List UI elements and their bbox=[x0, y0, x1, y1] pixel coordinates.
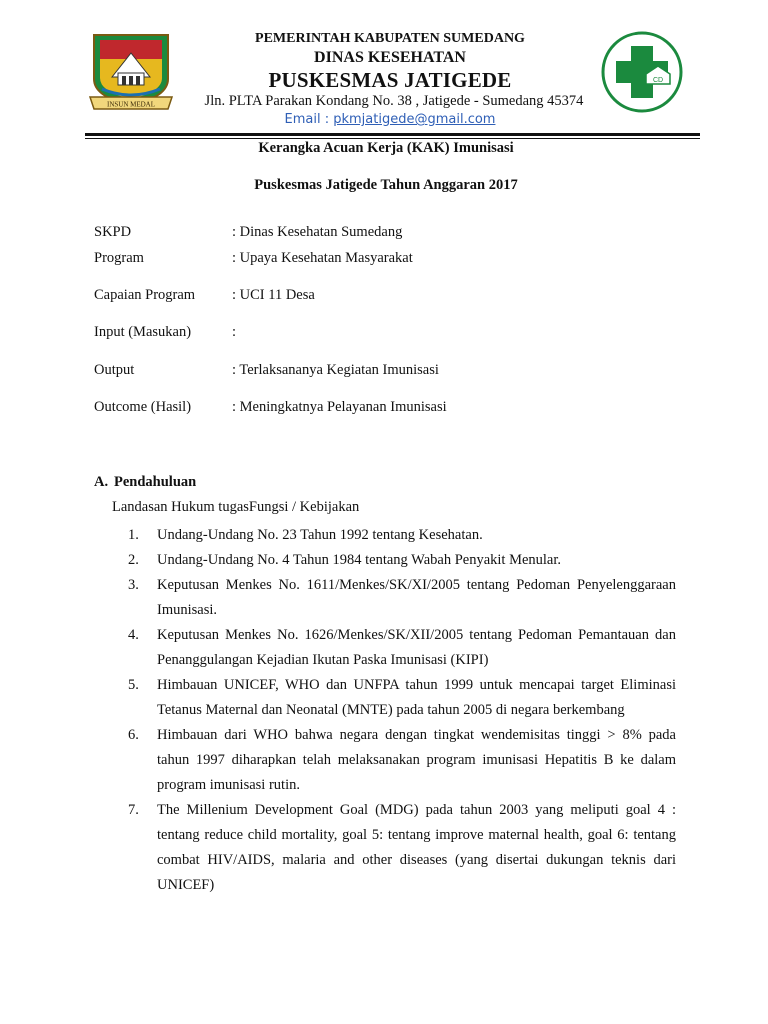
letterhead-department: DINAS KESEHATAN bbox=[314, 49, 466, 66]
list-text: Undang-Undang No. 4 Tahun 1984 tentang Wabah Penyakit Menular. bbox=[157, 552, 562, 568]
info-label: Output bbox=[94, 362, 135, 378]
info-value: : Meningkatnya Pelayanan Imunisasi bbox=[232, 399, 447, 415]
list-text: Keputusan Menkes No. 1611/Menkes/SK/XI/2005 tentang Pedoman Penyelenggaraan Imunisasi. bbox=[157, 577, 676, 618]
crest-banner-text: INSUN MEDAL bbox=[106, 100, 156, 109]
list-item bbox=[124, 523, 676, 548]
list-number: 4. bbox=[128, 627, 139, 643]
list-text: Himbauan dari WHO bahwa negara dengan tingkat wendemisitas tinggi > 8% pada tahun 1997 diharapkan telah melaksanakan program imunisasi Hepatitis B ke dalam program imunisasi rutin. bbox=[157, 727, 676, 793]
info-value: : Upaya Kesehatan Masyarakat bbox=[232, 250, 413, 266]
info-label: Program bbox=[94, 250, 144, 266]
info-value: : Terlaksananya Kegiatan Imunisasi bbox=[232, 362, 439, 378]
list-item bbox=[124, 623, 676, 673]
list-item bbox=[124, 573, 676, 623]
list-number: 1. bbox=[128, 527, 139, 543]
list-number: 7. bbox=[128, 802, 139, 818]
section-title: Pendahuluan bbox=[114, 474, 197, 490]
list-item bbox=[124, 548, 676, 573]
list-item bbox=[124, 798, 676, 898]
letterhead-puskesmas: PUSKESMAS JATIGEDE bbox=[268, 68, 512, 92]
letterhead-divider-thin bbox=[85, 138, 700, 139]
info-value: : UCI 11 Desa bbox=[232, 287, 315, 303]
section-letter: A. bbox=[94, 474, 109, 490]
list-item bbox=[124, 673, 676, 723]
list-text: Keputusan Menkes No. 1626/Menkes/SK/XII/2005 tentang Pedoman Pemantauan dan Penanggulangan Kejadian Ikutan Paska Imunisasi (KIPI) bbox=[157, 627, 676, 668]
list-item bbox=[124, 723, 676, 798]
section-intro: Landasan Hukum tugasFungsi / Kebijakan bbox=[112, 499, 360, 515]
list-number: 2. bbox=[128, 552, 139, 568]
info-label: Input (Masukan) bbox=[94, 324, 192, 340]
info-label: Outcome (Hasil) bbox=[94, 399, 192, 415]
email-label: Email : bbox=[284, 112, 334, 127]
letterhead-government: PEMERINTAH KABUPATEN SUMEDANG bbox=[255, 31, 525, 46]
info-value: : bbox=[232, 324, 237, 340]
legal-basis-list bbox=[124, 523, 676, 898]
list-number: 3. bbox=[128, 577, 139, 593]
puskesmas-logo-text: CD bbox=[652, 77, 664, 84]
list-number: 5. bbox=[128, 677, 139, 693]
email-link[interactable]: pkmjatigede@gmail.com bbox=[333, 112, 496, 127]
list-text: The Millenium Development Goal (MDG) pada tahun 2003 yang meliputi goal 4 : tentang reduce child mortality, goal 5: tentang improve maternal health, goal 6: tentang combat HIV/AIDS, malaria and other diseases (yang disertai dukungan teknis dari UNICEF) bbox=[157, 802, 676, 893]
list-text: Undang-Undang No. 23 Tahun 1992 tentang Kesehatan. bbox=[157, 527, 483, 543]
letterhead-email-line bbox=[6, 112, 768, 127]
info-label: Capaian Program bbox=[94, 287, 196, 303]
info-label: SKPD bbox=[94, 224, 132, 240]
info-value: : Dinas Kesehatan Sumedang bbox=[232, 224, 403, 240]
list-text: Himbauan UNICEF, WHO dan UNFPA tahun 1999 untuk mencapai target Eliminasi Tetanus Maternal dan Neonatal (MNTE) pada tahun 2005 di negara berkembang bbox=[157, 677, 676, 718]
document-title: Kerangka Acuan Kerja (KAK) Imunisasi bbox=[258, 140, 514, 156]
list-number: 6. bbox=[128, 727, 139, 743]
letterhead-divider-thick bbox=[85, 133, 700, 136]
document-subtitle: Puskesmas Jatigede Tahun Anggaran 2017 bbox=[254, 177, 518, 193]
letterhead-address: Jln. PLTA Parakan Kondang No. 38 , Jatigede - Sumedang 45374 bbox=[204, 93, 584, 109]
